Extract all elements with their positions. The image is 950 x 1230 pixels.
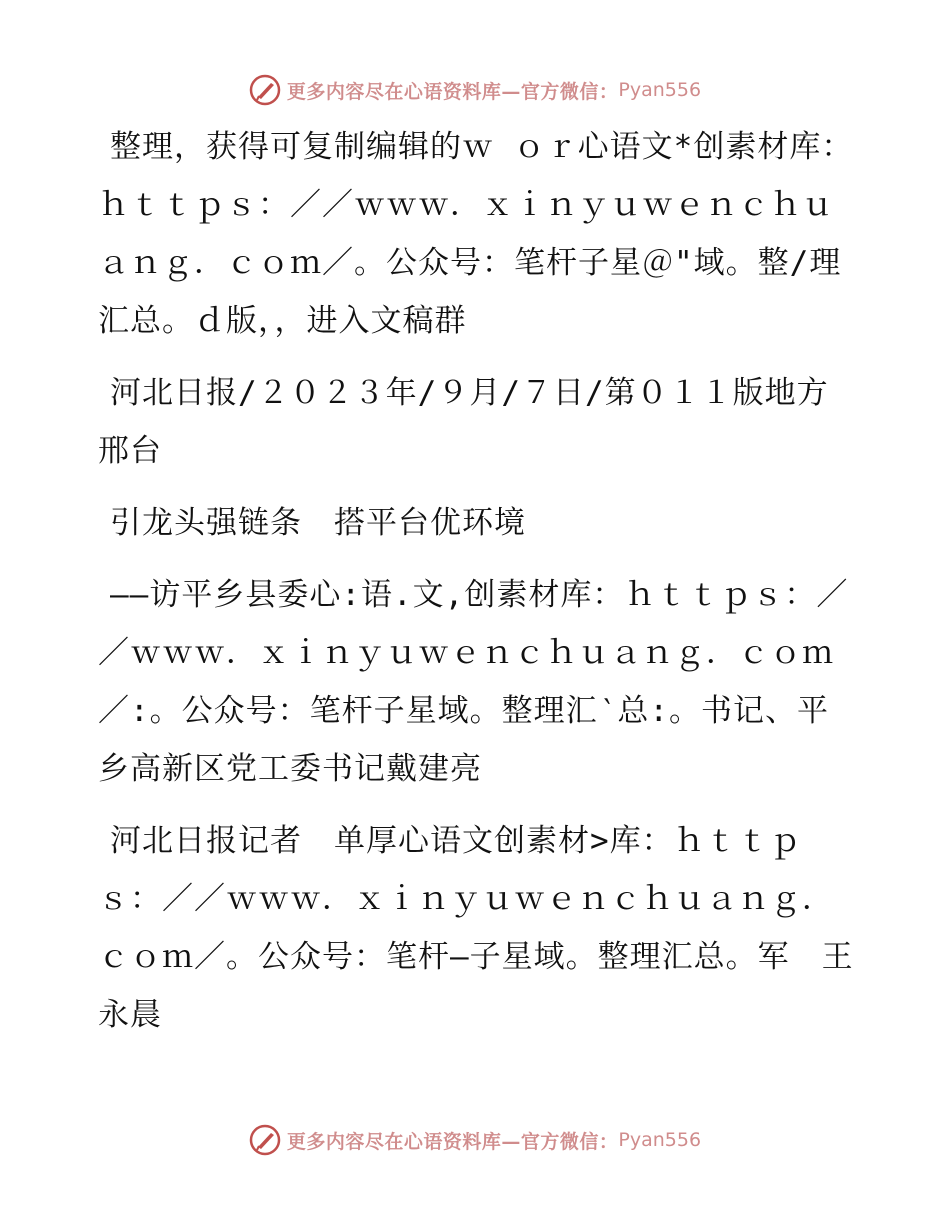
header-banner bbox=[0, 70, 950, 110]
footer-wechat-id: Pyan556 bbox=[618, 1129, 702, 1151]
paragraph-source-line: 河北日报/２０２３年/９月/７日/第０１１版地方 邢台 bbox=[98, 375, 829, 469]
article-byline: 河北日报记者 单厚心语文创素材>库：ｈｔｔｐｓ：／／ｗｗｗ．ｘｉｎｙｕｗｅｎｃｈｕａｎｇ．ｃｏｍ／。公众号：笔杆—子星域。整理汇总。军 王永晨 bbox=[98, 823, 854, 1033]
article-subtitle: ——访平乡县委心:语.文,创素材库：ｈｔｔｐｓ：／／ｗｗｗ．ｘｉｎｙｕｗｅｎｃｈｕａｎｇ．ｃｏｍ／:。公众号：笔杆子星域。整理汇‵总:。书记、平乡高新区党工委书记戴建亮 bbox=[98, 577, 849, 787]
footer-banner bbox=[0, 1120, 950, 1160]
footer-promo-text: 更多内容尽在心语资料库—官方微信： bbox=[286, 1130, 619, 1153]
document-body bbox=[98, 118, 858, 1058]
header-promo-text: 更多内容尽在心语资料库—官方微信： bbox=[286, 80, 619, 103]
article-title: 引龙头强链条 搭平台优环境 bbox=[110, 505, 526, 541]
quill-pen-circle-icon bbox=[249, 1124, 281, 1156]
paragraph-intro: 整理，获得可复制编辑的ｗ ｏｒ心语文*创素材库：ｈｔｔｐｓ：／／ｗｗｗ．ｘｉｎｙｕｗｅｎｃｈｕａｎｇ．ｃｏｍ／。公众号：笔杆子星＠"域。整/理汇总。ｄ版，，进入文稿群 bbox=[98, 129, 854, 339]
quill-pen-circle-icon bbox=[249, 74, 281, 106]
header-wechat-id: Pyan556 bbox=[618, 79, 702, 101]
